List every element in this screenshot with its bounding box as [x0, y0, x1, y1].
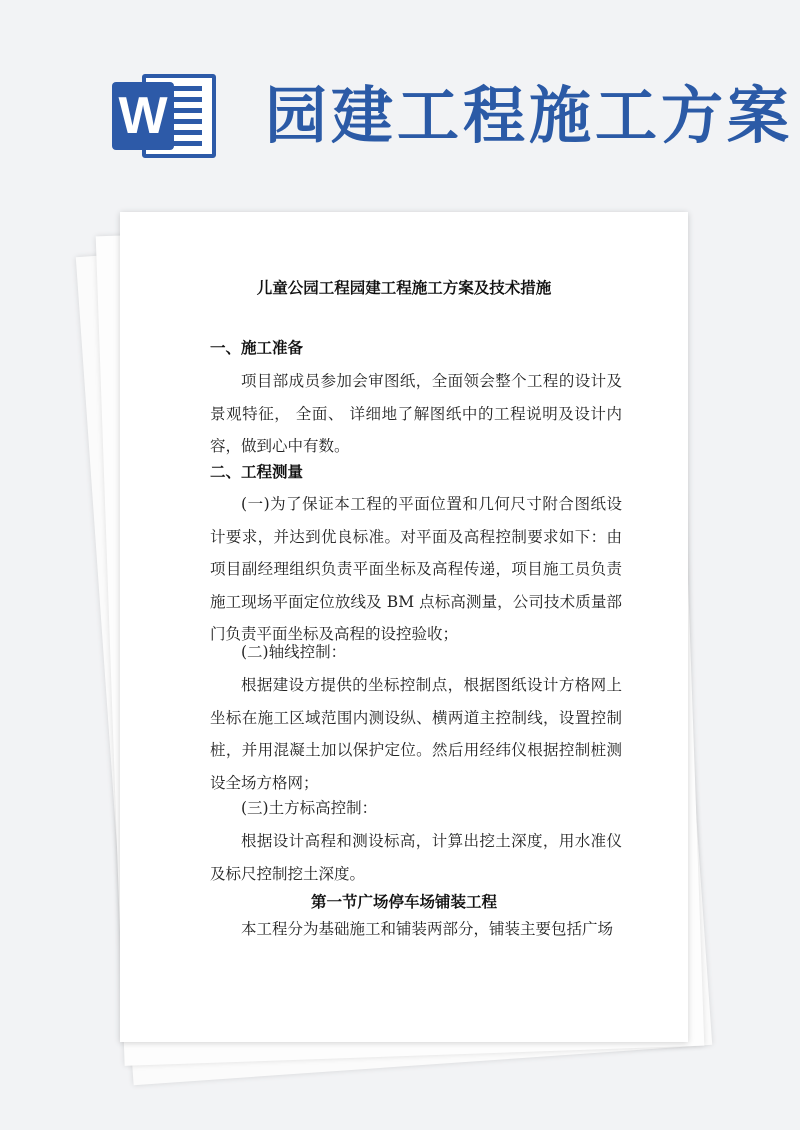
banner-title: 园建工程施工方案: [265, 79, 794, 152]
word-icon-letter: W: [118, 87, 168, 145]
document-page: [120, 212, 688, 1042]
header-banner: [0, 0, 800, 200]
paragraph: (一)为了保证本工程的平面位置和几何尺寸附合图纸设计要求，并达到优良标准。对平面及高程控制要求如下：由项目副经理组织负责平面坐标及高程传递，项目施工员负责施工现场平面定位放线及 BM 点标高测量，公司技术质量部门负责平面坐标及高程的设控验收；: [210, 495, 622, 643]
sub-heading: (二)轴线控制：: [241, 643, 347, 661]
section-heading: 第一节广场停车场铺装工程: [310, 892, 497, 911]
paragraph: 根据设计高程和测设标高，计算出挖土深度，用水准仪及标尺控制挖土深度。: [210, 832, 622, 883]
section-heading: 二、工程测量: [210, 462, 304, 481]
document-title: 儿童公园工程园建工程施工方案及技术措施: [256, 278, 552, 297]
paragraph: 项目部成员参加会审图纸，全面领会整个工程的设计及景观特征， 全面、 详细地了解图纸中的工程说明及设计内容，做到心中有数。: [210, 372, 622, 455]
word-icon: [112, 74, 216, 158]
paragraph: 本工程分为基础施工和铺装两部分，铺装主要包括广场: [241, 920, 614, 938]
section-heading: 一、施工准备: [210, 338, 304, 357]
paragraph: 根据建设方提供的坐标控制点，根据图纸设计方格网上坐标在施工区域范围内测设纵、横两道主控制线，设置控制桩，并用混凝土加以保护定位。然后用经纬仪根据控制桩测设全场方格网；: [210, 676, 622, 792]
sub-heading: (三)土方标高控制：: [241, 799, 378, 817]
